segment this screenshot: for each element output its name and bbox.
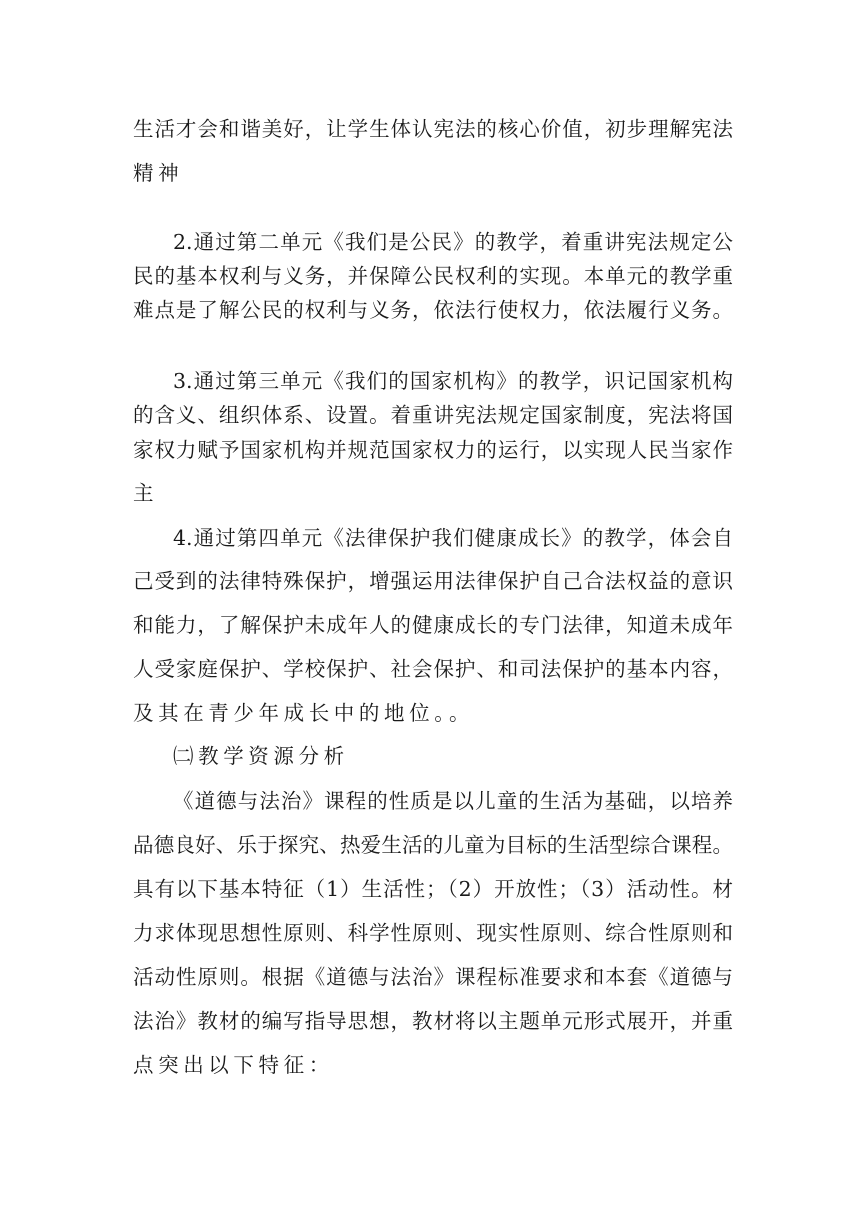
- paragraph-line: 人受家庭保护、学校保护、社会保护、和司法保护的基本内容，: [133, 657, 733, 681]
- paragraph-line: 生活才会和谐美好，让学生体认宪法的核心价值，初步理解宪法: [133, 117, 733, 141]
- paragraph-line: 品德良好、乐于探究、热爱生活的儿童为目标的生活型综合课程。: [133, 833, 733, 857]
- paragraph-line: 主: [133, 481, 159, 505]
- paragraph-line: 《道德与法治》课程的性质是以儿童的生活为基础，以培养: [173, 789, 733, 813]
- paragraph-line: 力求体现思想性原则、科学性原则、现实性原则、综合性原则和: [133, 921, 733, 945]
- section-heading: ㈡教学资源分析: [173, 744, 349, 768]
- paragraph-line: 2.通过第二单元《我们是公民》的教学，着重讲宪法规定公: [173, 230, 733, 254]
- paragraph-line: 己受到的法律特殊保护，增强运用法律保护自己合法权益的意识: [133, 569, 733, 593]
- paragraph-line: 和能力，了解保护未成年人的健康成长的专门法律，知道未成年: [133, 613, 733, 637]
- paragraph-line: 3.通过第三单元《我们的国家机构》的教学，识记国家机构: [173, 369, 733, 393]
- paragraph-line: 精神: [133, 161, 184, 185]
- paragraph-line: 活动性原则。根据《道德与法治》课程标准要求和本套《道德与: [133, 965, 733, 989]
- paragraph-line: 点突出以下特征：: [133, 1053, 334, 1077]
- paragraph-line: 民的基本权利与义务，并保障公民权利的实现。本单元的教学重: [133, 264, 733, 288]
- paragraph-line: 难点是了解公民的权利与义务，依法行使权力，依法履行义务。: [133, 298, 733, 322]
- paragraph-line: 家权力赋予国家机构并规范国家权力的运行，以实现人民当家作: [133, 438, 733, 462]
- paragraph-line: 法治》教材的编写指导思想，教材将以主题单元形式展开，并重: [133, 1009, 733, 1033]
- paragraph-line: 的含义、组织体系、设置。着重讲宪法规定国家制度，宪法将国: [133, 403, 733, 427]
- paragraph-line: 4.通过第四单元《法律保护我们健康成长》的教学，体会自: [173, 526, 733, 550]
- paragraph-line: 具有以下基本特征（1）生活性；（2）开放性；（3）活动性。材: [133, 877, 733, 901]
- paragraph-line: 及其在青少年成长中的地位。。: [133, 701, 475, 725]
